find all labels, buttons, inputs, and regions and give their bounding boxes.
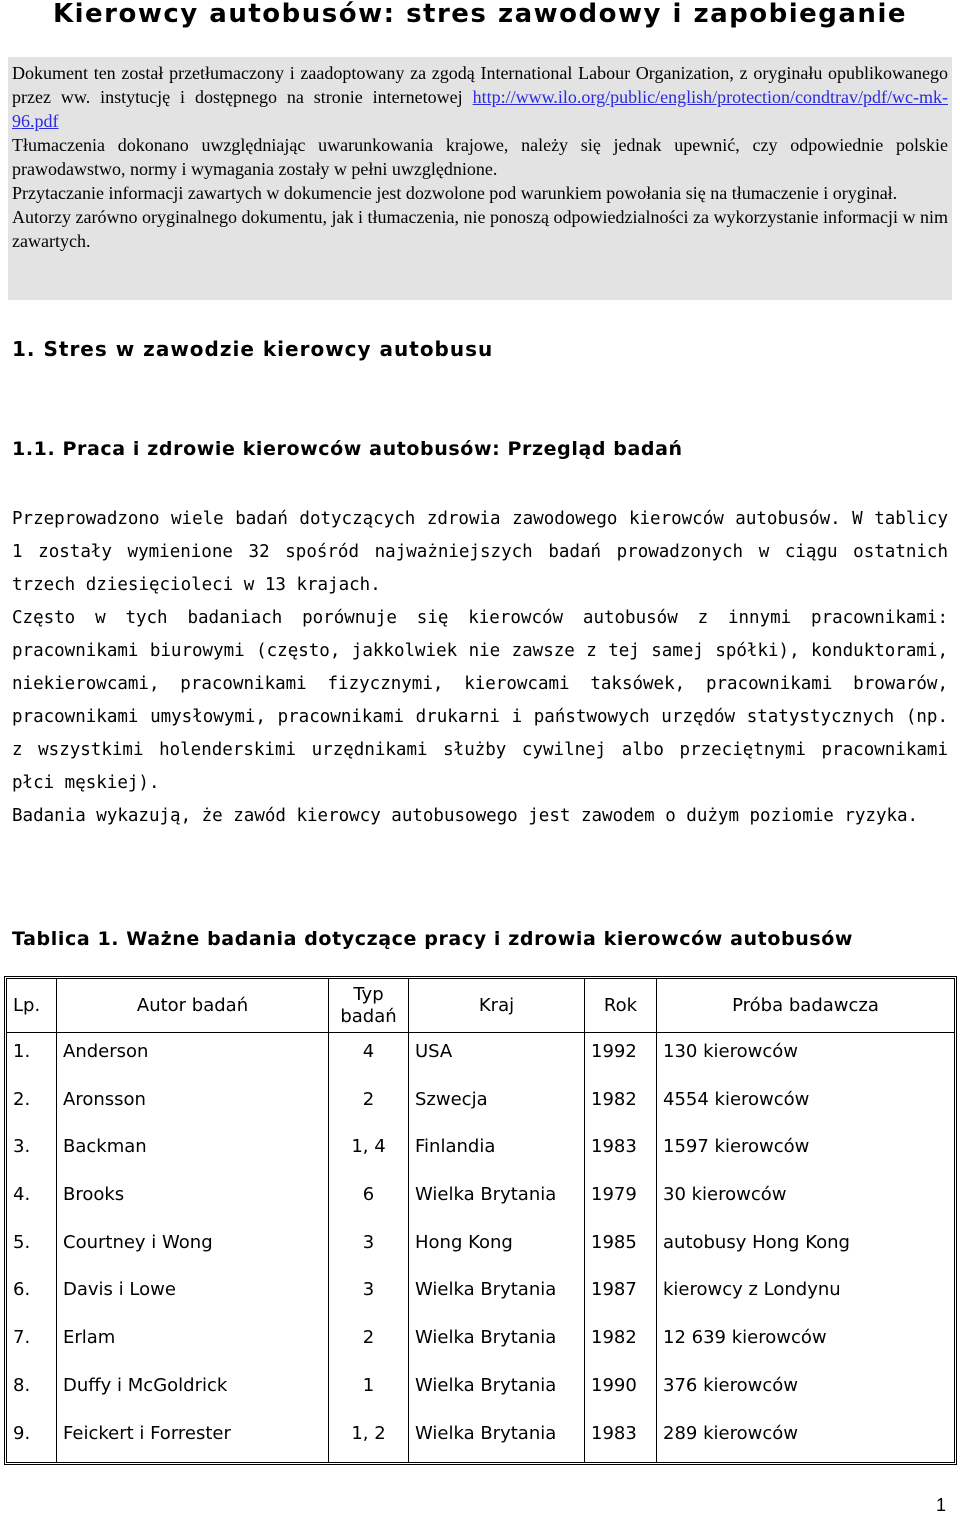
table-row [7, 1033, 954, 1081]
cell-country: Wielka Brytania [409, 1367, 585, 1415]
cell-lp: 2. [7, 1081, 57, 1129]
notice-paragraph-citation: Przytaczanie informacji zawartych w dokumencie jest dozwolone pod warunkiem powołania się na tłumaczenie i oryginał. [12, 183, 898, 203]
header-year: Rok [585, 979, 657, 1033]
cell-type: 1, 4 [329, 1128, 409, 1176]
translation-notice [8, 57, 952, 300]
cell-lp: 4. [7, 1176, 57, 1224]
cell-author: Backman [57, 1128, 329, 1176]
cell-type: 2 [329, 1319, 409, 1367]
document-title: Kierowcy autobusów: stres zawodowy i zapobieganie [52, 0, 907, 29]
cell-country: USA [409, 1033, 585, 1081]
cell-lp: 6. [7, 1271, 57, 1319]
body-paragraph-1: Przeprowadzono wiele badań dotyczących zdrowia zawodowego kierowców autobusów. W tablicy 1 zostały wymienione 32 spośród najważniejszych badań prowadzonych w ciągu ostatnich trzech dziesięcioleci w 13 krajach. [12, 509, 948, 595]
cell-country: Hong Kong [409, 1224, 585, 1272]
cell-country: Finlandia [409, 1128, 585, 1176]
cell-year: 1983 [585, 1415, 657, 1463]
cell-lp: 9. [7, 1415, 57, 1463]
cell-country: Wielka Brytania [409, 1319, 585, 1367]
table-row [7, 1319, 954, 1367]
table-caption: Tablica 1. Ważne badania dotyczące pracy i zdrowia kierowców autobusów [12, 928, 854, 950]
page-number: 1 [935, 1495, 946, 1515]
cell-author: Davis i Lowe [57, 1271, 329, 1319]
cell-sample: 376 kierowców [663, 1374, 798, 1396]
notice-paragraph-source: Dokument ten został przetłumaczony i zaadoptowany za zgodą International Labour Organization, z oryginału opublikowanego przez ww. instytucję i dostępnego na stronie internetowej http://www.ilo.org/public/english/protection/condtrav/pdf/wc-mk-96.pdf [12, 63, 948, 131]
cell-sample: 130 kierowców [663, 1041, 798, 1062]
body-text [12, 503, 948, 833]
cell-sample: 289 kierowców [663, 1422, 798, 1444]
cell-type: 1 [329, 1367, 409, 1415]
cell-author: Brooks [57, 1176, 329, 1224]
cell-type: 6 [329, 1176, 409, 1224]
cell-type: 2 [329, 1081, 409, 1129]
body-paragraph-3: Badania wykazują, że zawód kierowcy autobusowego jest zawodem o dużym poziomie ryzyka. [12, 806, 919, 826]
table-row [7, 1415, 954, 1463]
table-row [7, 1367, 954, 1415]
cell-lp: 8. [7, 1367, 57, 1415]
notice-paragraph-liability: Autorzy zarówno oryginalnego dokumentu, jak i tłumaczenia, nie ponoszą odpowiedzialności za wykorzystanie informacji w nim zawartych. [12, 207, 948, 251]
table-row [7, 1128, 954, 1176]
cell-lp: 7. [7, 1319, 57, 1367]
section-heading-1: 1. Stres w zawodzie kierowcy autobusu [12, 337, 494, 361]
cell-author: Aronsson [57, 1081, 329, 1129]
cell-type: 4 [329, 1033, 409, 1081]
cell-year: 1992 [585, 1033, 657, 1081]
cell-sample: kierowcy z Londynu [663, 1279, 841, 1301]
notice-paragraph-translation: Tłumaczenia dokonano uwzględniając uwarunkowania krajowe, należy się jednak upewnić, czy odpowiednie polskie prawodawstwo, normy i wymagania zostały w pełni uwzględnione. [12, 135, 948, 179]
cell-year: 1987 [585, 1271, 657, 1319]
cell-sample: 4554 kierowców [663, 1088, 810, 1110]
table-header-row [7, 979, 954, 1033]
cell-type: 1, 2 [329, 1415, 409, 1463]
header-author: Autor badań [57, 979, 329, 1033]
section-heading-1-1: 1.1. Praca i zdrowie kierowców autobusów: Przegląd badań [12, 438, 683, 460]
header-sample: Próba badawcza [657, 979, 954, 1033]
cell-author: Duffy i McGoldrick [57, 1367, 329, 1415]
cell-country: Wielka Brytania [409, 1176, 585, 1224]
header-country: Kraj [409, 979, 585, 1033]
cell-country: Szwecja [409, 1081, 585, 1129]
table-row [7, 1271, 954, 1319]
cell-year: 1985 [585, 1224, 657, 1272]
cell-year: 1982 [585, 1081, 657, 1129]
cell-country: Wielka Brytania [409, 1415, 585, 1463]
cell-lp: 1. [7, 1033, 57, 1081]
cell-sample: 30 kierowców [663, 1184, 787, 1206]
body-paragraph-2: Często w tych badaniach porównuje się kierowców autobusów z innymi pracownikami: pracownikami biurowymi (często, jakkolwiek nie zawsze z tej samej spółki), konduktorami, niekierowcami, pracownikami fizycznymi, kierowcami taksówek, pracownikami browarów, pracownikami umysłowymi, pracownikami drukarni i państwowych urzędów statystycznych (np. z wszystkimi holenderskimi urzędnikami służby cywilnej albo przeciętnymi pracownikami płci męskiej). [12, 608, 948, 793]
cell-year: 1982 [585, 1319, 657, 1367]
cell-author: Erlam [57, 1319, 329, 1367]
cell-lp: 5. [7, 1224, 57, 1272]
table-row [7, 1176, 954, 1224]
cell-author: Anderson [57, 1033, 329, 1081]
cell-year: 1983 [585, 1128, 657, 1176]
table-row [7, 1224, 954, 1272]
cell-year: 1979 [585, 1176, 657, 1224]
cell-lp: 3. [7, 1128, 57, 1176]
table-row [7, 1081, 954, 1129]
source-link[interactable]: http://www.ilo.org/public/english/protection/condtrav/pdf/wc-mk-96.pdf [12, 87, 948, 131]
cell-author: Courtney i Wong [57, 1224, 329, 1272]
cell-type: 3 [329, 1224, 409, 1272]
cell-sample: autobusy Hong Kong [663, 1231, 850, 1253]
cell-type: 3 [329, 1271, 409, 1319]
studies-table [4, 976, 957, 1465]
cell-author: Feickert i Forrester [57, 1415, 329, 1463]
header-type: Typ badań [329, 979, 409, 1033]
cell-sample: 1597 kierowców [663, 1136, 810, 1158]
header-lp: Lp. [7, 979, 57, 1033]
cell-year: 1990 [585, 1367, 657, 1415]
cell-sample: 12 639 kierowców [663, 1327, 827, 1349]
cell-country: Wielka Brytania [409, 1271, 585, 1319]
